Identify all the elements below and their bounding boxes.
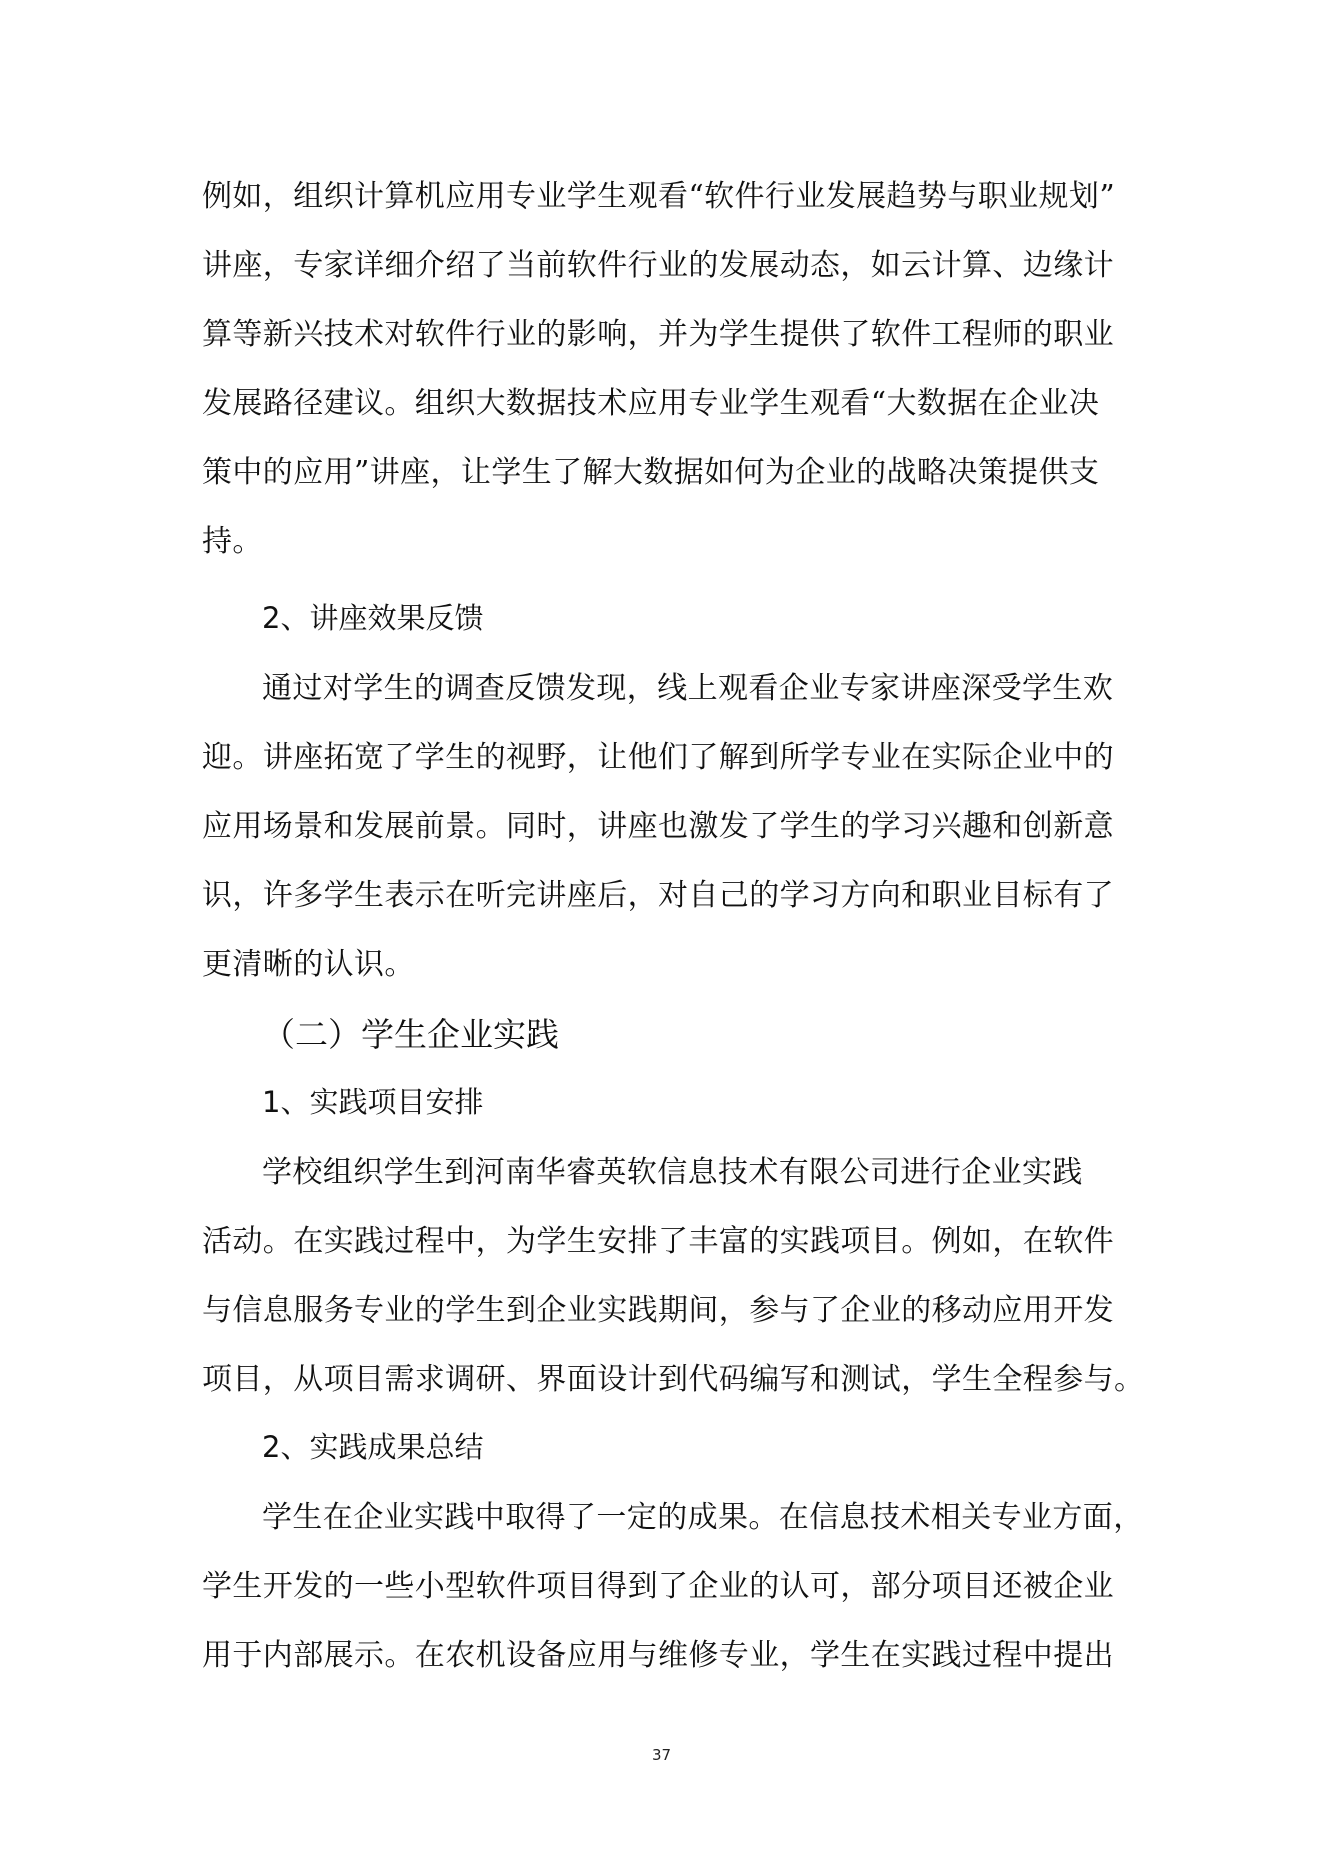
text-line: 学校组织学生到河南华睿英软信息技术有限公司进行企业实践 [262,1155,1083,1190]
paragraph-lecture-feedback [202,654,1132,999]
text-line: 讲座，专家详细介绍了当前软件行业的发展动态，如云计算、边缘计 [202,248,1114,283]
text-line: 用于内部展示。在农机设备应用与维修专业，学生在实践过程中提出 [202,1638,1114,1673]
text-line: 学生开发的一些小型软件项目得到了企业的认可，部分项目还被企业 [202,1569,1114,1604]
text-line: 项目，从项目需求调研、界面设计到代码编写和测试，学生全程参与。 [202,1362,1145,1397]
paragraph-practice-results [202,1483,1144,1690]
text-line: 算等新兴技术对软件行业的影响，并为学生提供了软件工程师的职业 [202,317,1114,352]
paragraph-practice-projects [202,1138,1145,1414]
text-line: 例如，组织计算机应用专业学生观看“软件行业发展趋势与职业规划” [202,179,1116,214]
heading-practice-projects: 1、实践项目安排 [262,1085,484,1119]
heading-lecture-feedback: 2、讲座效果反馈 [262,601,484,635]
text-line: 应用场景和发展前景。同时，讲座也激发了学生的学习兴趣和创新意 [202,809,1114,844]
text-line: 持。 [202,524,263,559]
heading-practice-results: 2、实践成果总结 [262,1430,484,1464]
section-heading-enterprise-practice: （二）学生企业实践 [262,1015,559,1054]
text-line: 发展路径建议。组织大数据技术应用专业学生观看“大数据在企业决 [202,386,1100,421]
text-line: 活动。在实践过程中，为学生安排了丰富的实践项目。例如，在软件 [202,1224,1114,1259]
text-line: 策中的应用”讲座，让学生了解大数据如何为企业的战略决策提供支 [202,455,1100,490]
page-number: 37 [651,1746,672,1764]
text-line: 识，许多学生表示在听完讲座后，对自己的学习方向和职业目标有了 [202,878,1114,913]
text-line: 更清晰的认识。 [202,947,415,982]
text-line: 与信息服务专业的学生到企业实践期间，参与了企业的移动应用开发 [202,1293,1114,1328]
text-line: 迎。讲座拓宽了学生的视野，让他们了解到所学专业在实际企业中的 [202,740,1114,775]
text-line: 学生在企业实践中取得了一定的成果。在信息技术相关专业方面， [262,1500,1144,1535]
text-line: 通过对学生的调查反馈发现，线上观看企业专家讲座深受学生欢 [262,671,1114,706]
paragraph-lecture-examples [202,162,1132,576]
